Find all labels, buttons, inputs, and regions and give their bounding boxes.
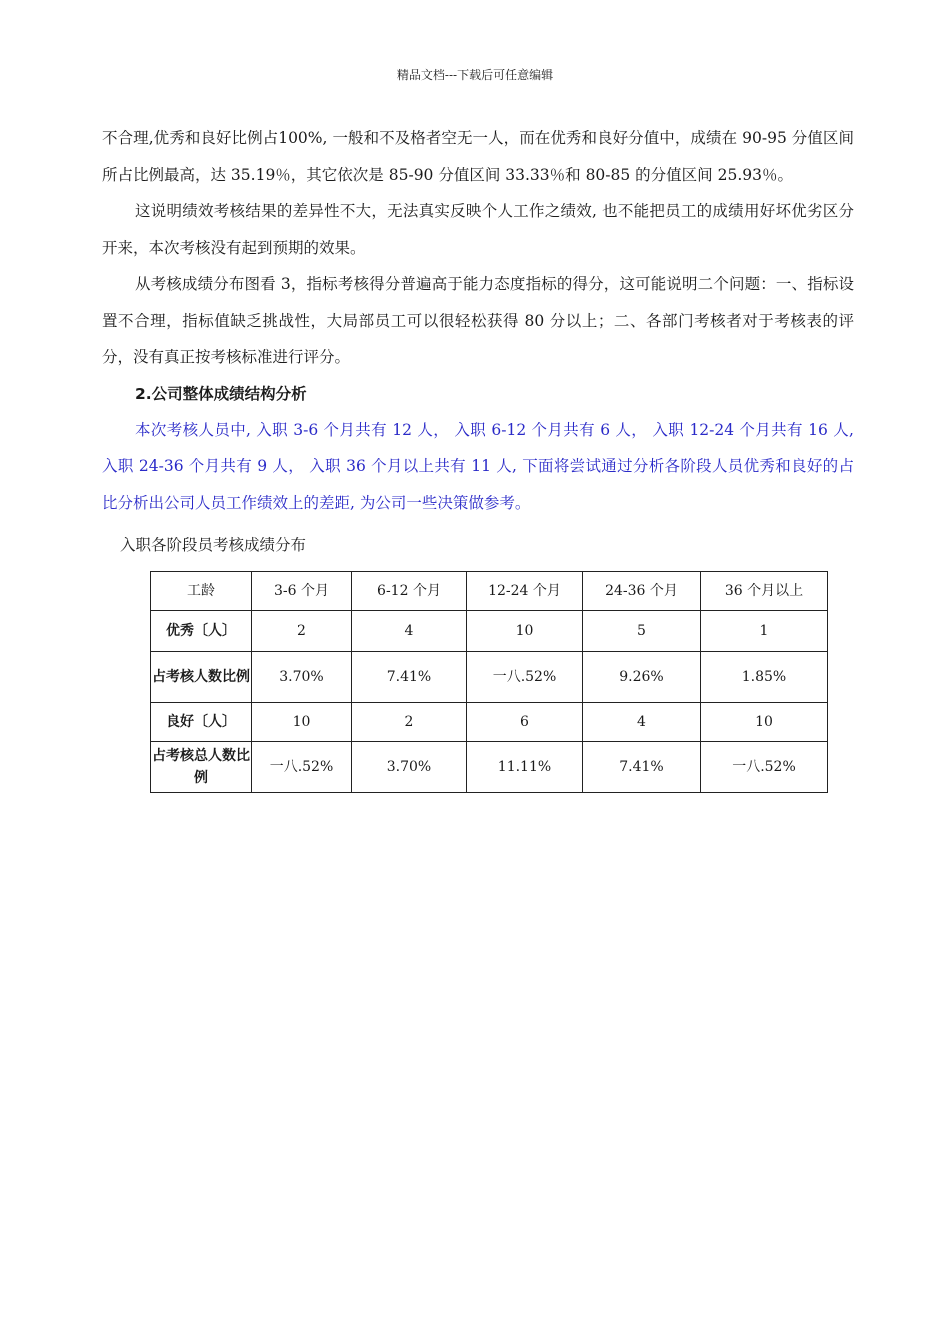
table-cell: 7.41% bbox=[583, 742, 701, 793]
table-cell: 3.70% bbox=[352, 742, 467, 793]
table-cell: 9.26% bbox=[583, 652, 701, 703]
tenure-score-table bbox=[150, 571, 828, 793]
row-label: 占考核人数比例 bbox=[151, 652, 252, 703]
header-cell: 24-36 个月 bbox=[583, 572, 701, 611]
table-caption: 入职各阶段员考核成绩分布 bbox=[120, 536, 307, 554]
table-cell: 5 bbox=[583, 611, 701, 652]
row-label: 优秀〔人〕 bbox=[151, 611, 252, 652]
table-cell: 2 bbox=[252, 611, 352, 652]
table-cell: 10 bbox=[467, 611, 583, 652]
row-label: 良好〔人〕 bbox=[151, 703, 252, 742]
header-cell: 12-24 个月 bbox=[467, 572, 583, 611]
row-label: 占考核总人数比例 bbox=[151, 742, 252, 793]
table-cell: 1 bbox=[701, 611, 828, 652]
table-row bbox=[151, 652, 828, 703]
section-heading: 2.公司整体成绩结构分析 bbox=[135, 384, 307, 403]
document-body bbox=[102, 120, 854, 521]
table-row bbox=[151, 703, 828, 742]
table-cell: 11.11% bbox=[467, 742, 583, 793]
header-cell: 工龄 bbox=[151, 572, 252, 611]
table-cell: 6 bbox=[467, 703, 583, 742]
paragraph-tenure-summary: 本次考核人员中, 入职 3-6 个月共有 12 人， 入职 6-12 个月共有 6 人， 入职 12-24 个月共有 16 人, 入职 24-36 个月共有 9 人， 入职 36 个月以上共有 11 人, 下面将尝试通过分析各阶段人员优秀和良好的占比分析出公司人员工作绩效上的差距, 为公司一些决策做参考。 bbox=[102, 420, 854, 512]
paragraph-conclusion: 这说明绩效考核结果的差异性不大，无法真实反映个人工作之绩效, 也不能把员工的成绩用好坏优劣区分开来，本次考核没有起到预期的效果。 bbox=[102, 202, 854, 257]
table-cell: 3.70% bbox=[252, 652, 352, 703]
header-cell: 6-12 个月 bbox=[352, 572, 467, 611]
header-cell: 3-6 个月 bbox=[252, 572, 352, 611]
table-cell: 2 bbox=[352, 703, 467, 742]
table-cell: 一八.52% bbox=[701, 742, 828, 793]
table-cell: 4 bbox=[352, 611, 467, 652]
table-row bbox=[151, 742, 828, 793]
paragraph-score-distribution: 不合理,优秀和良好比例占100%, 一般和不及格者空无一人，而在优秀和良好分值中，成绩在 90-95 分值区间所占比例最高，达 35.19％，其它依次是 85-90 分值区间 33.33％和 80-85 的分值区间 25.93％。 bbox=[102, 129, 854, 184]
paragraph-indicator-analysis: 从考核成绩分布图看 3，指标考核得分普遍高于能力态度指标的得分，这可能说明二个问题：一、指标设置不合理，指标值缺乏挑战性，大局部员工可以很轻松获得 80 分以上；二、各部门考核者对于考核表的评分，没有真正按考核标准进行评分。 bbox=[102, 275, 854, 366]
header-cell: 36 个月以上 bbox=[701, 572, 828, 611]
table-cell: 10 bbox=[701, 703, 828, 742]
table-cell: 7.41% bbox=[352, 652, 467, 703]
page-header: 精品文档---下载后可任意编辑 bbox=[396, 68, 554, 82]
table-cell: 1.85% bbox=[701, 652, 828, 703]
table-header-row bbox=[151, 572, 828, 611]
table-cell: 一八.52% bbox=[252, 742, 352, 793]
table-row bbox=[151, 611, 828, 652]
table-cell: 10 bbox=[252, 703, 352, 742]
table-cell: 4 bbox=[583, 703, 701, 742]
table-cell: 一八.52% bbox=[467, 652, 583, 703]
